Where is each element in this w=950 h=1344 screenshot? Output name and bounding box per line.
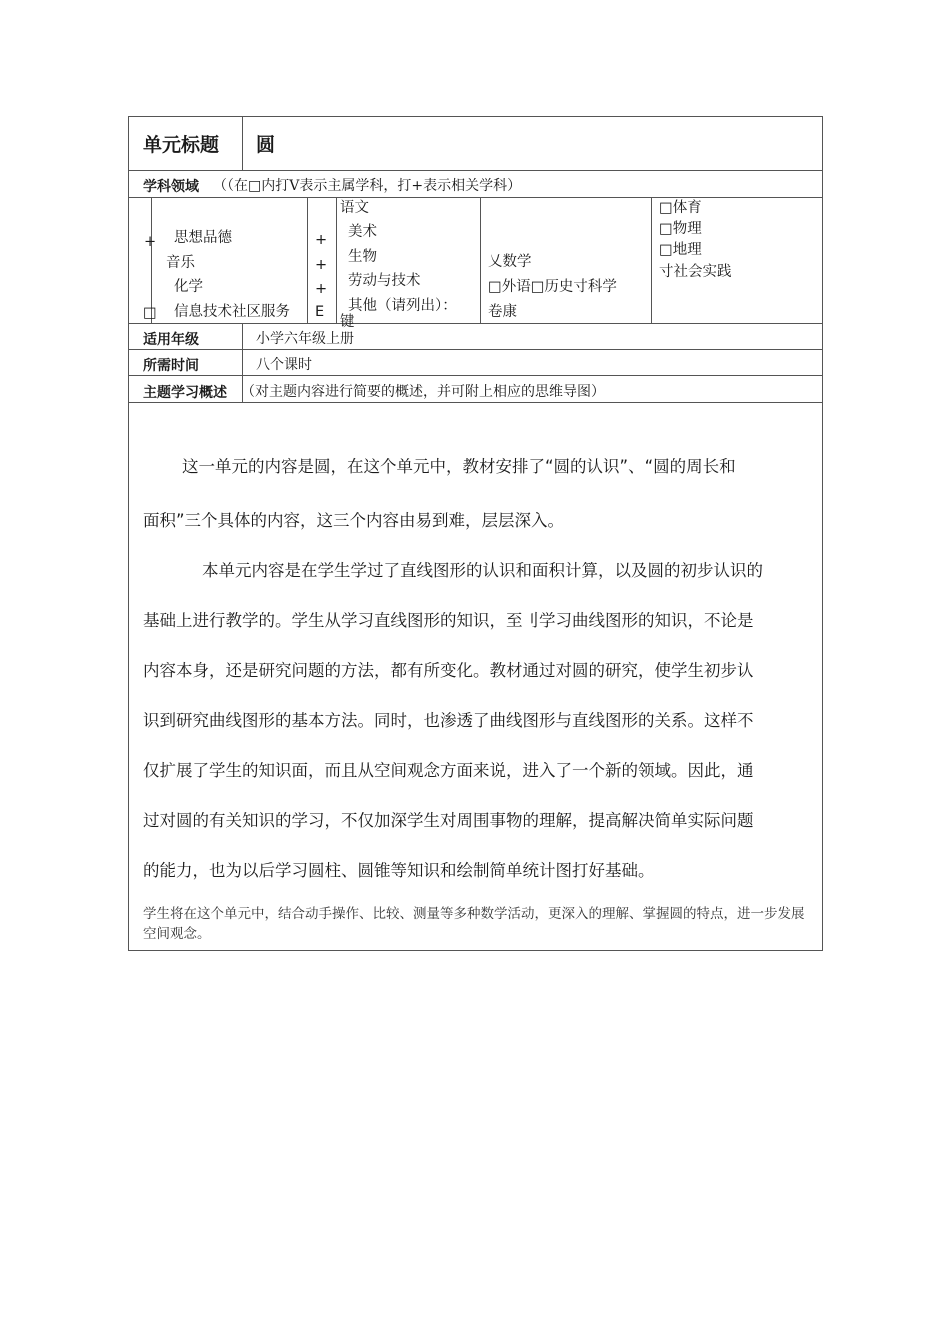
col-divider: [242, 117, 243, 170]
subject-item: 思想品德: [174, 230, 232, 246]
col-divider: [307, 197, 308, 323]
grade-value: 小学六年级上册: [256, 331, 354, 347]
subject-checkbox: □: [143, 305, 157, 321]
row-divider: [129, 375, 822, 376]
unit-title-label: 单元标题: [143, 134, 220, 156]
subject-item: □外语□历史寸科学: [488, 279, 617, 295]
overview-line: 本单元内容是在学生学过了直线图形的认识和面积计算，以及圆的初步认识的: [202, 561, 763, 580]
overview-line: 识到研究曲线图形的基本方法。同时，也渗透了曲线图形与直线图形的关系。这样不: [143, 711, 754, 730]
subject-item: □地理: [659, 242, 702, 258]
subject-item: □物理: [659, 221, 702, 237]
overview-line: 仅扩展了学生的知识面，而且从空间观念方面来说，进入了一个新的领域。因此，通: [143, 761, 754, 780]
overview-line: 面积”三个具体的内容，这三个内容由易到难，层层深入。: [143, 511, 565, 530]
col-divider: [651, 197, 652, 323]
overview-line: 这一单元的内容是圆，在这个单元中，教材安排了“圆的认识”、“圆的周长和: [182, 457, 736, 476]
subject-mark: E: [315, 304, 325, 320]
row-divider: [129, 349, 822, 350]
subject-item: 美术: [348, 224, 377, 240]
time-value: 八个课时: [256, 357, 312, 373]
grade-label: 适用年级: [143, 332, 199, 348]
subject-mark: +: [315, 281, 328, 297]
overview-line: 过对圆的有关知识的学习，不仅加深学生对周围事物的理解，提高解决简单实际问题: [143, 811, 754, 830]
subject-mark: +: [315, 257, 328, 273]
overview-line: 的能力，也为以后学习圆柱、圆锥等知识和绘制简单统计图打好基础。: [143, 861, 655, 880]
subject-item: 化学: [174, 279, 203, 295]
subject-area-label: 学科领域: [143, 179, 199, 195]
subject-item: 信息技术社区服务: [174, 304, 290, 320]
subject-item: 乂数学: [488, 254, 532, 270]
subject-item: 寸社会实践: [659, 264, 732, 280]
unit-title-value: 圆: [256, 134, 276, 156]
subject-item: 其他（请列出）：: [348, 298, 457, 314]
overview-tail: 学生将在这个单元中，结合动手操作、比较、测量等多种数学活动，更深入的理解、掌握圆的特点，进一步发展空间观念。: [143, 906, 805, 942]
overview-note: （对主题内容进行简要的概述，并可附上相应的思维导图）: [241, 384, 605, 400]
row-divider: [129, 323, 822, 324]
subject-item: 语文: [340, 200, 369, 216]
subject-item: 卷康: [488, 304, 517, 320]
row-divider: [129, 170, 822, 171]
unit-plan-table: [128, 116, 823, 951]
subject-item: 生物: [348, 249, 377, 265]
subject-item: □体育: [659, 200, 702, 216]
col-divider: [336, 197, 337, 323]
subject-item: 劳动与技术: [348, 273, 421, 289]
overview-line: 内容本身，还是研究问题的方法，都有所变化。教材通过对圆的研究，使学生初步认: [143, 661, 754, 680]
subject-item-clipped: 键: [340, 314, 355, 330]
subject-mark: +: [144, 234, 157, 250]
row-divider: [129, 197, 822, 198]
time-label: 所需时间: [143, 358, 199, 374]
row-divider: [129, 402, 822, 403]
col-divider: [480, 197, 481, 323]
subject-mark: +: [315, 232, 328, 248]
subject-item: 音乐: [166, 255, 195, 271]
overview-line: 基础上进行教学的。学生从学习直线图形的知识，至刂学习曲线图形的知识，不论是: [143, 611, 754, 630]
overview-label: 主题学习概述: [143, 385, 227, 401]
subject-area-note: （（在□内打Ⅴ表示主属学科，打+表示相关学科）: [213, 178, 522, 194]
